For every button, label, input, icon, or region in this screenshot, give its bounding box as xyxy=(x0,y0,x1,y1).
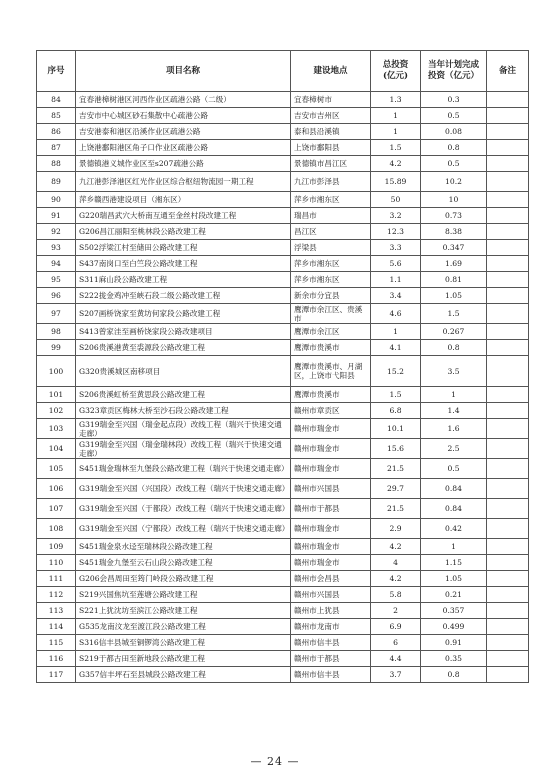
location-cell: 吉安市吉州区 xyxy=(291,108,371,124)
total-investment-cell: 3.2 xyxy=(371,208,421,224)
row-number-cell: 96 xyxy=(37,288,76,304)
annual-plan-cell: 2.5 xyxy=(421,439,487,459)
remark-cell xyxy=(487,539,529,555)
table-row xyxy=(37,403,529,419)
remark-cell xyxy=(487,571,529,587)
header-total-investment: 总投资 (亿元) xyxy=(371,51,421,92)
project-name-cell: S451瑞金瑞林至九堡段公路改建工程（瑞兴于快速交通走廊） xyxy=(76,459,291,479)
total-investment-cell: 4.6 xyxy=(371,304,421,324)
header-remark: 备注 xyxy=(487,51,529,92)
row-number-cell: 98 xyxy=(37,324,76,340)
total-investment-cell: 1 xyxy=(371,108,421,124)
project-name-cell: 吉安港泰和港区沿溪作业区疏港公路 xyxy=(76,124,291,140)
annual-plan-cell: 0.8 xyxy=(421,340,487,356)
project-name-cell: 景德镇港义城作业区至s207疏港公路 xyxy=(76,156,291,172)
annual-plan-cell: 0.91 xyxy=(421,635,487,651)
row-number-cell: 90 xyxy=(37,192,76,208)
table-row xyxy=(37,356,529,387)
location-cell: 赣州市瑞金市 xyxy=(291,539,371,555)
total-investment-cell: 21.5 xyxy=(371,459,421,479)
table-row xyxy=(37,419,529,439)
project-name-cell: 上饶港鄱阳港区角子口作业区疏港公路 xyxy=(76,140,291,156)
total-investment-cell: 15.2 xyxy=(371,356,421,387)
total-investment-cell: 4.2 xyxy=(371,539,421,555)
row-number-cell: 116 xyxy=(37,651,76,667)
total-investment-cell: 3.7 xyxy=(371,667,421,683)
total-investment-cell: 4.1 xyxy=(371,340,421,356)
page-number: — 24 — xyxy=(250,755,300,768)
location-cell: 上饶市鄱阳县 xyxy=(291,140,371,156)
remark-cell xyxy=(487,499,529,519)
total-investment-cell: 1.3 xyxy=(371,92,421,108)
location-cell: 赣州市瑞金市 xyxy=(291,439,371,459)
remark-cell xyxy=(487,603,529,619)
row-number-cell: 92 xyxy=(37,224,76,240)
row-number-cell: 115 xyxy=(37,635,76,651)
row-number-cell: 93 xyxy=(37,240,76,256)
annual-plan-cell: 8.38 xyxy=(421,224,487,240)
total-investment-cell: 5.8 xyxy=(371,587,421,603)
project-name-cell: G220瑞昌武穴大桥南互通至金丝村段改建工程 xyxy=(76,208,291,224)
location-cell: 赣州市瑞金市 xyxy=(291,459,371,479)
table-row xyxy=(37,651,529,667)
row-number-cell: 108 xyxy=(37,519,76,539)
annual-plan-cell: 0.81 xyxy=(421,272,487,288)
table-row xyxy=(37,140,529,156)
annual-plan-cell: 10.2 xyxy=(421,172,487,192)
annual-plan-cell: 1.6 xyxy=(421,419,487,439)
annual-plan-cell: 0.347 xyxy=(421,240,487,256)
row-number-cell: 101 xyxy=(37,387,76,403)
total-investment-cell: 3.4 xyxy=(371,288,421,304)
row-number-cell: 97 xyxy=(37,304,76,324)
annual-plan-cell: 0.35 xyxy=(421,651,487,667)
remark-cell xyxy=(487,619,529,635)
row-number-cell: 111 xyxy=(37,571,76,587)
total-investment-cell: 2 xyxy=(371,603,421,619)
location-cell: 鹰潭市贵溪市 xyxy=(291,387,371,403)
remark-cell xyxy=(487,403,529,419)
annual-plan-cell: 0.267 xyxy=(421,324,487,340)
project-name-cell: S437南岗口至白竺段公路改建工程 xyxy=(76,256,291,272)
annual-plan-cell: 0.84 xyxy=(421,499,487,519)
location-cell: 瑞昌市 xyxy=(291,208,371,224)
annual-plan-cell: 0.42 xyxy=(421,519,487,539)
row-number-cell: 91 xyxy=(37,208,76,224)
project-name-cell: S413曾家洼至画桥饶家段公路改建项目 xyxy=(76,324,291,340)
annual-plan-cell: 3.5 xyxy=(421,356,487,387)
investment-table xyxy=(36,50,529,683)
annual-plan-cell: 1 xyxy=(421,539,487,555)
location-cell: 泰和县沿溪镇 xyxy=(291,124,371,140)
remark-cell xyxy=(487,519,529,539)
project-name-cell: 吉安市中心城区砂石集散中心疏港公路 xyxy=(76,108,291,124)
row-number-cell: 106 xyxy=(37,479,76,499)
table-body xyxy=(37,92,529,683)
total-investment-cell: 10.1 xyxy=(371,419,421,439)
total-investment-cell: 1 xyxy=(371,324,421,340)
remark-cell xyxy=(487,108,529,124)
location-cell: 鹰潭市余江区、贵溪市 xyxy=(291,304,371,324)
annual-plan-cell: 0.21 xyxy=(421,587,487,603)
annual-plan-cell: 0.8 xyxy=(421,667,487,683)
row-number-cell: 112 xyxy=(37,587,76,603)
header-project-name: 项目名称 xyxy=(76,51,291,92)
table-row xyxy=(37,635,529,651)
row-number-cell: 95 xyxy=(37,272,76,288)
table-row xyxy=(37,92,529,108)
project-name-cell: G535龙南汶龙至渡江段公路改建工程 xyxy=(76,619,291,635)
total-investment-cell: 29.7 xyxy=(371,479,421,499)
project-name-cell: S311麻山段公路改建工程 xyxy=(76,272,291,288)
table-row xyxy=(37,479,529,499)
location-cell: 景德镇市昌江区 xyxy=(291,156,371,172)
table-row xyxy=(37,208,529,224)
table-row xyxy=(37,459,529,479)
total-investment-cell: 1.5 xyxy=(371,387,421,403)
total-investment-cell: 21.5 xyxy=(371,499,421,519)
annual-plan-cell: 0.84 xyxy=(421,479,487,499)
row-number-cell: 107 xyxy=(37,499,76,519)
table-row xyxy=(37,587,529,603)
location-cell: 宜春樟树市 xyxy=(291,92,371,108)
project-name-cell: G319瑞金至兴国（于都段）改线工程（瑞兴于快速交通走廊） xyxy=(76,499,291,519)
row-number-cell: 113 xyxy=(37,603,76,619)
remark-cell xyxy=(487,240,529,256)
annual-plan-cell: 1.69 xyxy=(421,256,487,272)
project-name-cell: G357信丰坪石至县城段公路改建工程 xyxy=(76,667,291,683)
remark-cell xyxy=(487,288,529,304)
header-no: 序号 xyxy=(37,51,76,92)
project-name-cell: S451瑞金泉水迳至瑞林段公路改建工程 xyxy=(76,539,291,555)
row-number-cell: 88 xyxy=(37,156,76,172)
location-cell: 鹰潭市贵溪市、月湖区，上饶市弋阳县 xyxy=(291,356,371,387)
remark-cell xyxy=(487,92,529,108)
remark-cell xyxy=(487,587,529,603)
project-name-cell: G319瑞金至兴国（瑞金瑞林段）改线工程（瑞兴于快速交通走廊） xyxy=(76,439,291,459)
annual-plan-cell: 0.3 xyxy=(421,92,487,108)
remark-cell xyxy=(487,635,529,651)
remark-cell xyxy=(487,667,529,683)
annual-plan-cell: 0.73 xyxy=(421,208,487,224)
row-number-cell: 84 xyxy=(37,92,76,108)
total-investment-cell: 1.1 xyxy=(371,272,421,288)
table-row xyxy=(37,240,529,256)
total-investment-cell: 12.3 xyxy=(371,224,421,240)
total-investment-cell: 6.8 xyxy=(371,403,421,419)
row-number-cell: 85 xyxy=(37,108,76,124)
annual-plan-cell: 0.5 xyxy=(421,459,487,479)
table-row xyxy=(37,108,529,124)
location-cell: 赣州市兴国县 xyxy=(291,479,371,499)
table-row xyxy=(37,192,529,208)
total-investment-cell: 4.2 xyxy=(371,156,421,172)
row-number-cell: 109 xyxy=(37,539,76,555)
remark-cell xyxy=(487,304,529,324)
table-row xyxy=(37,439,529,459)
table-row xyxy=(37,272,529,288)
row-number-cell: 104 xyxy=(37,439,76,459)
row-number-cell: 100 xyxy=(37,356,76,387)
remark-cell xyxy=(487,324,529,340)
project-name-cell: S206贵溪虹桥至黄思段公路改建工程 xyxy=(76,387,291,403)
project-name-cell: S502浮梁江村至储田公路改建工程 xyxy=(76,240,291,256)
table-row xyxy=(37,539,529,555)
annual-plan-cell: 1.15 xyxy=(421,555,487,571)
location-cell: 鹰潭市贵溪市 xyxy=(291,340,371,356)
total-investment-cell: 6 xyxy=(371,635,421,651)
location-cell: 昌江区 xyxy=(291,224,371,240)
row-number-cell: 110 xyxy=(37,555,76,571)
table-row xyxy=(37,224,529,240)
table-row xyxy=(37,619,529,635)
annual-plan-cell: 0.357 xyxy=(421,603,487,619)
table-row xyxy=(37,603,529,619)
remark-cell xyxy=(487,192,529,208)
project-name-cell: G319瑞金至兴国（宁都段）改线工程（瑞兴于快速交通走廊） xyxy=(76,519,291,539)
annual-plan-cell: 0.5 xyxy=(421,156,487,172)
remark-cell xyxy=(487,172,529,192)
annual-plan-cell: 0.5 xyxy=(421,108,487,124)
total-investment-cell: 1.5 xyxy=(371,140,421,156)
annual-plan-cell: 1.5 xyxy=(421,304,487,324)
annual-plan-cell: 0.08 xyxy=(421,124,487,140)
remark-cell xyxy=(487,272,529,288)
remark-cell xyxy=(487,224,529,240)
annual-plan-cell: 1.05 xyxy=(421,288,487,304)
project-name-cell: 萍乡赣西港建设项目（湘东区） xyxy=(76,192,291,208)
location-cell: 萍乡市湘东区 xyxy=(291,272,371,288)
remark-cell xyxy=(487,124,529,140)
location-cell: 赣州市瑞金市 xyxy=(291,555,371,571)
total-investment-cell: 50 xyxy=(371,192,421,208)
header-annual-plan: 当年计划完成 投资（亿元） xyxy=(421,51,487,92)
project-name-cell: 宜春港樟树港区河西作业区疏港公路（二级） xyxy=(76,92,291,108)
annual-plan-cell: 0.8 xyxy=(421,140,487,156)
table-row xyxy=(37,124,529,140)
table-row xyxy=(37,156,529,172)
location-cell: 赣州市会昌县 xyxy=(291,571,371,587)
table-row xyxy=(37,555,529,571)
location-cell: 九江市彭泽县 xyxy=(291,172,371,192)
project-name-cell: G206昌江丽阳至桃林段公路改建工程 xyxy=(76,224,291,240)
project-name-cell: S219兴国焦坑至莲塘公路改建工程 xyxy=(76,587,291,603)
remark-cell xyxy=(487,340,529,356)
location-cell: 赣州市龙南市 xyxy=(291,619,371,635)
remark-cell xyxy=(487,208,529,224)
table-row xyxy=(37,256,529,272)
location-cell: 赣州市瑞金市 xyxy=(291,419,371,439)
remark-cell xyxy=(487,419,529,439)
row-number-cell: 117 xyxy=(37,667,76,683)
total-investment-cell: 2.9 xyxy=(371,519,421,539)
remark-cell xyxy=(487,387,529,403)
remark-cell xyxy=(487,356,529,387)
row-number-cell: 89 xyxy=(37,172,76,192)
project-name-cell: G323章贡区梅林大桥至沙石段公路改建工程 xyxy=(76,403,291,419)
remark-cell xyxy=(487,479,529,499)
location-cell: 赣州市于都县 xyxy=(291,499,371,519)
table-row xyxy=(37,499,529,519)
remark-cell xyxy=(487,555,529,571)
row-number-cell: 99 xyxy=(37,340,76,356)
table-row xyxy=(37,172,529,192)
table-row xyxy=(37,519,529,539)
project-name-cell: S207画桥饶家至黄坊何家段公路改建工程 xyxy=(76,304,291,324)
remark-cell xyxy=(487,156,529,172)
row-number-cell: 87 xyxy=(37,140,76,156)
project-name-cell: G320贵溪城区南移项目 xyxy=(76,356,291,387)
location-cell: 赣州市信丰县 xyxy=(291,667,371,683)
annual-plan-cell: 1.05 xyxy=(421,571,487,587)
location-cell: 赣州市瑞金市 xyxy=(291,519,371,539)
project-name-cell: S206贵溪港黄至裘源段公路改建工程 xyxy=(76,340,291,356)
table-row xyxy=(37,304,529,324)
total-investment-cell: 4 xyxy=(371,555,421,571)
project-name-cell: S451瑞金九堡至云石山段公路改建工程 xyxy=(76,555,291,571)
remark-cell xyxy=(487,651,529,667)
project-name-cell: S222拢金鸡冲至峡石段二级公路改建工程 xyxy=(76,288,291,304)
row-number-cell: 102 xyxy=(37,403,76,419)
table-row xyxy=(37,387,529,403)
location-cell: 赣州市兴国县 xyxy=(291,587,371,603)
total-investment-cell: 4.4 xyxy=(371,651,421,667)
table-row xyxy=(37,288,529,304)
location-cell: 萍乡市湘东区 xyxy=(291,256,371,272)
total-investment-cell: 15.89 xyxy=(371,172,421,192)
location-cell: 赣州市上犹县 xyxy=(291,603,371,619)
annual-plan-cell: 1 xyxy=(421,387,487,403)
location-cell: 鹰潭市余江区 xyxy=(291,324,371,340)
project-name-cell: G319瑞金至兴国（瑞金起点段）改线工程（瑞兴于快速交通走廊） xyxy=(76,419,291,439)
project-name-cell: S219于都古田至新地段公路改建工程 xyxy=(76,651,291,667)
table-row xyxy=(37,324,529,340)
table-row xyxy=(37,571,529,587)
location-cell: 萍乡市湘东区 xyxy=(291,192,371,208)
total-investment-cell: 15.6 xyxy=(371,439,421,459)
remark-cell xyxy=(487,459,529,479)
remark-cell xyxy=(487,256,529,272)
annual-plan-cell: 0.499 xyxy=(421,619,487,635)
header-row xyxy=(37,51,529,92)
location-cell: 新余市分宜县 xyxy=(291,288,371,304)
table-row xyxy=(37,340,529,356)
header-location: 建设地点 xyxy=(291,51,371,92)
total-investment-cell: 4.2 xyxy=(371,571,421,587)
location-cell: 赣州市信丰县 xyxy=(291,635,371,651)
remark-cell xyxy=(487,140,529,156)
row-number-cell: 114 xyxy=(37,619,76,635)
total-investment-cell: 6.9 xyxy=(371,619,421,635)
location-cell: 赣州市于都县 xyxy=(291,651,371,667)
row-number-cell: 86 xyxy=(37,124,76,140)
total-investment-cell: 1 xyxy=(371,124,421,140)
total-investment-cell: 5.6 xyxy=(371,256,421,272)
row-number-cell: 105 xyxy=(37,459,76,479)
remark-cell xyxy=(487,439,529,459)
table-row xyxy=(37,667,529,683)
row-number-cell: 103 xyxy=(37,419,76,439)
annual-plan-cell: 1.4 xyxy=(421,403,487,419)
row-number-cell: 94 xyxy=(37,256,76,272)
location-cell: 赣州市章贡区 xyxy=(291,403,371,419)
annual-plan-cell: 10 xyxy=(421,192,487,208)
project-name-cell: G206会昌周田至筠门岭段公路改建工程 xyxy=(76,571,291,587)
project-name-cell: S316信丰县城至铜锣湾公路改建工程 xyxy=(76,635,291,651)
project-name-cell: S221上犹沈坊至滨江公路改建工程 xyxy=(76,603,291,619)
project-name-cell: 九江港彭泽港区红光作业区综合枢纽物流园一期工程 xyxy=(76,172,291,192)
location-cell: 浮梁县 xyxy=(291,240,371,256)
project-name-cell: G319瑞金至兴国（兴国段）改线工程（瑞兴于快速交通走廊） xyxy=(76,479,291,499)
total-investment-cell: 3.3 xyxy=(371,240,421,256)
